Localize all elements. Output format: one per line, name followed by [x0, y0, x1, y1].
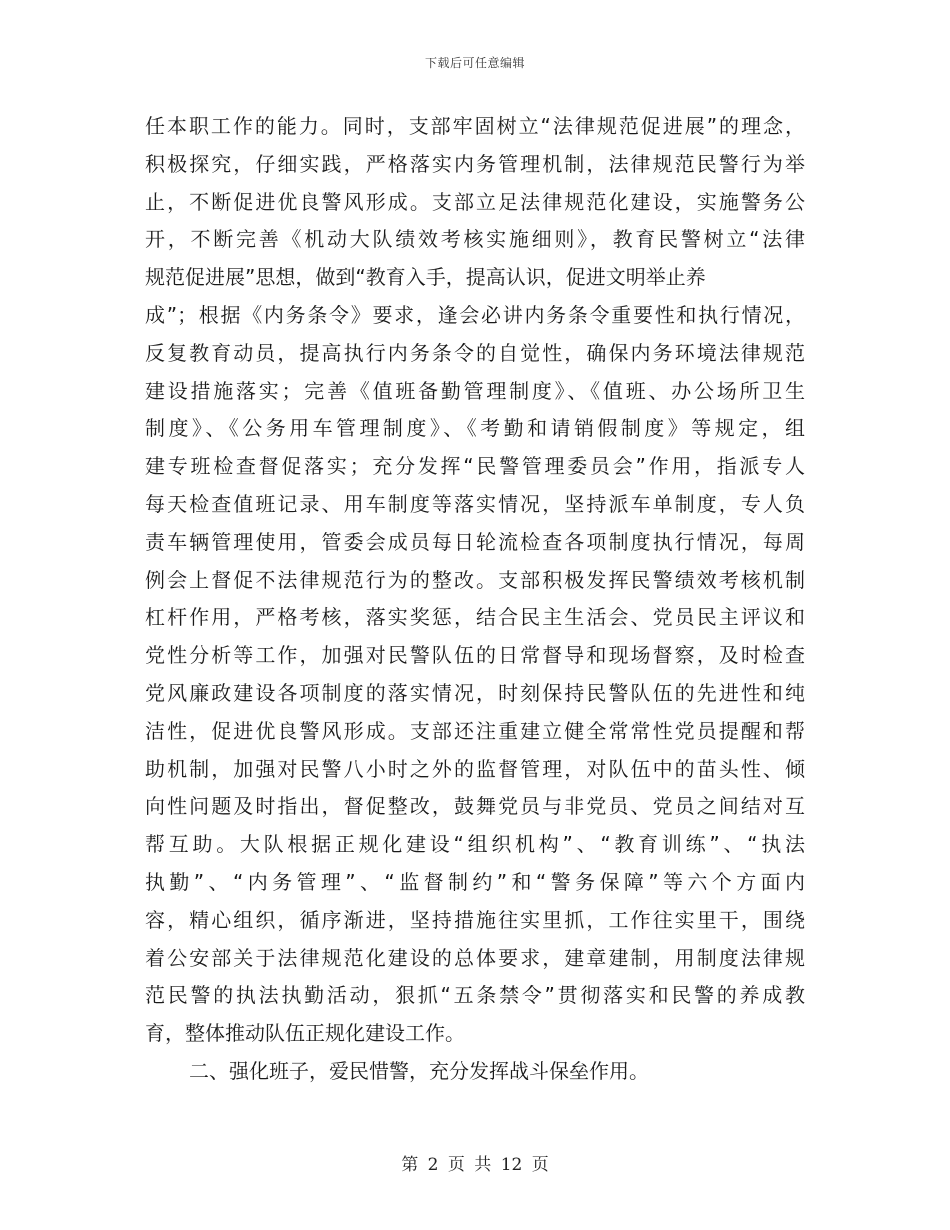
paragraph-line: 建设措施落实；完善《值班备勤管理制度》、《值班、办公场所卫生: [145, 378, 805, 403]
page-number-footer: [0, 1150, 950, 1175]
paragraph-line: 任本职工作的能力。同时，支部牢固树立“法律规范促进展”的理念，: [145, 114, 805, 138]
paragraph-line: 制度》、《公务用车管理制度》、《考勤和请销假制度》等规定，组: [145, 416, 805, 441]
paragraph-line: 党性分析等工作，加强对民警队伍的日常督导和现场督察，及时检查: [145, 643, 805, 668]
paragraph-line: 积极探究，仔细实践，严格落实内务管理机制，法律规范民警行为举: [145, 151, 805, 176]
paragraph-line: 建专班检查督促落实；充分发挥“民警管理委员会”作用，指派专人: [145, 454, 805, 479]
paragraph-line: 帮互助。大队根据正规化建设“组织机构”、“教育训练”、“执法: [145, 832, 805, 857]
paragraph-line: 止，不断促进优良警风形成。支部立足法律规范化建设，实施警务公: [145, 189, 805, 214]
paragraph-line: 每天检查值班记录、用车制度等落实情况，坚持派车单制度，专人负: [145, 491, 805, 516]
section-heading: 二、强化班子，爱民惜警，充分发挥战斗保垒作用。: [189, 1058, 649, 1083]
paragraph-line: 育，整体推动队伍正规化建设工作。: [145, 1021, 465, 1046]
paragraph-line: 杠杆作用，严格考核，落实奖惩，结合民主生活会、党员民主评议和: [145, 605, 805, 630]
paragraph-line: 成”；根据《内务条令》要求，逢会必讲内务条令重要性和执行情况，: [145, 302, 805, 327]
paragraph-line: 助机制，加强对民警八小时之外的监督管理，对队伍中的苗头性、倾: [145, 756, 805, 781]
paragraph-line: 着公安部关于法律规范化建设的总体要求，建章建制，用制度法律规: [145, 945, 805, 970]
footer-page-word: 页: [447, 1155, 465, 1175]
footer-prefix: 第: [401, 1155, 419, 1175]
footer-total-word: 共: [474, 1155, 492, 1175]
paragraph-line: 规范促进展”思想，做到“教育入手，提高认识，促进文明举止养: [145, 265, 706, 290]
paragraph-line: 执勤”、“内务管理”、“监督制约”和“警务保障”等六个方面内: [145, 869, 805, 894]
paragraph-line: 责车辆管理使用，管委会成员每日轮流检查各项制度执行情况，每周: [145, 529, 805, 554]
paragraph-line: 向性问题及时指出，督促整改，鼓舞党员与非党员、党员之间结对互: [145, 794, 805, 819]
paragraph-line: 党风廉政建设各项制度的落实情况，时刻保持民警队伍的先进性和纯: [145, 680, 805, 705]
paragraph-line: 开，不断完善《机动大队绩效考核实施细则》，教育民警树立“法律: [145, 227, 805, 252]
paragraph-line: 范民警的执法执勤活动，狠抓“五条禁令”贯彻落实和民警的养成教: [145, 983, 805, 1008]
paragraph-line: 例会上督促不法律规范行为的整改。支部积极发挥民警绩效考核机制: [145, 567, 805, 592]
footer-total-pages: 12: [500, 1155, 523, 1175]
document-body: [145, 108, 805, 1091]
footer-suffix: 页: [531, 1155, 549, 1175]
paragraph-line: 容，精心组织，循序渐进，坚持措施往实里抓，工作往实里干，围绕: [145, 907, 805, 932]
paragraph-line: 洁性，促进优良警风形成。支部还注重建立健全常常性党员提醒和帮: [145, 718, 805, 743]
paragraph-line: 反复教育动员，提高执行内务条令的自觉性，确保内务环境法律规范: [145, 340, 805, 365]
page-header-note: 下载后可任意编辑: [424, 56, 525, 70]
footer-current-page: 2: [427, 1155, 439, 1175]
